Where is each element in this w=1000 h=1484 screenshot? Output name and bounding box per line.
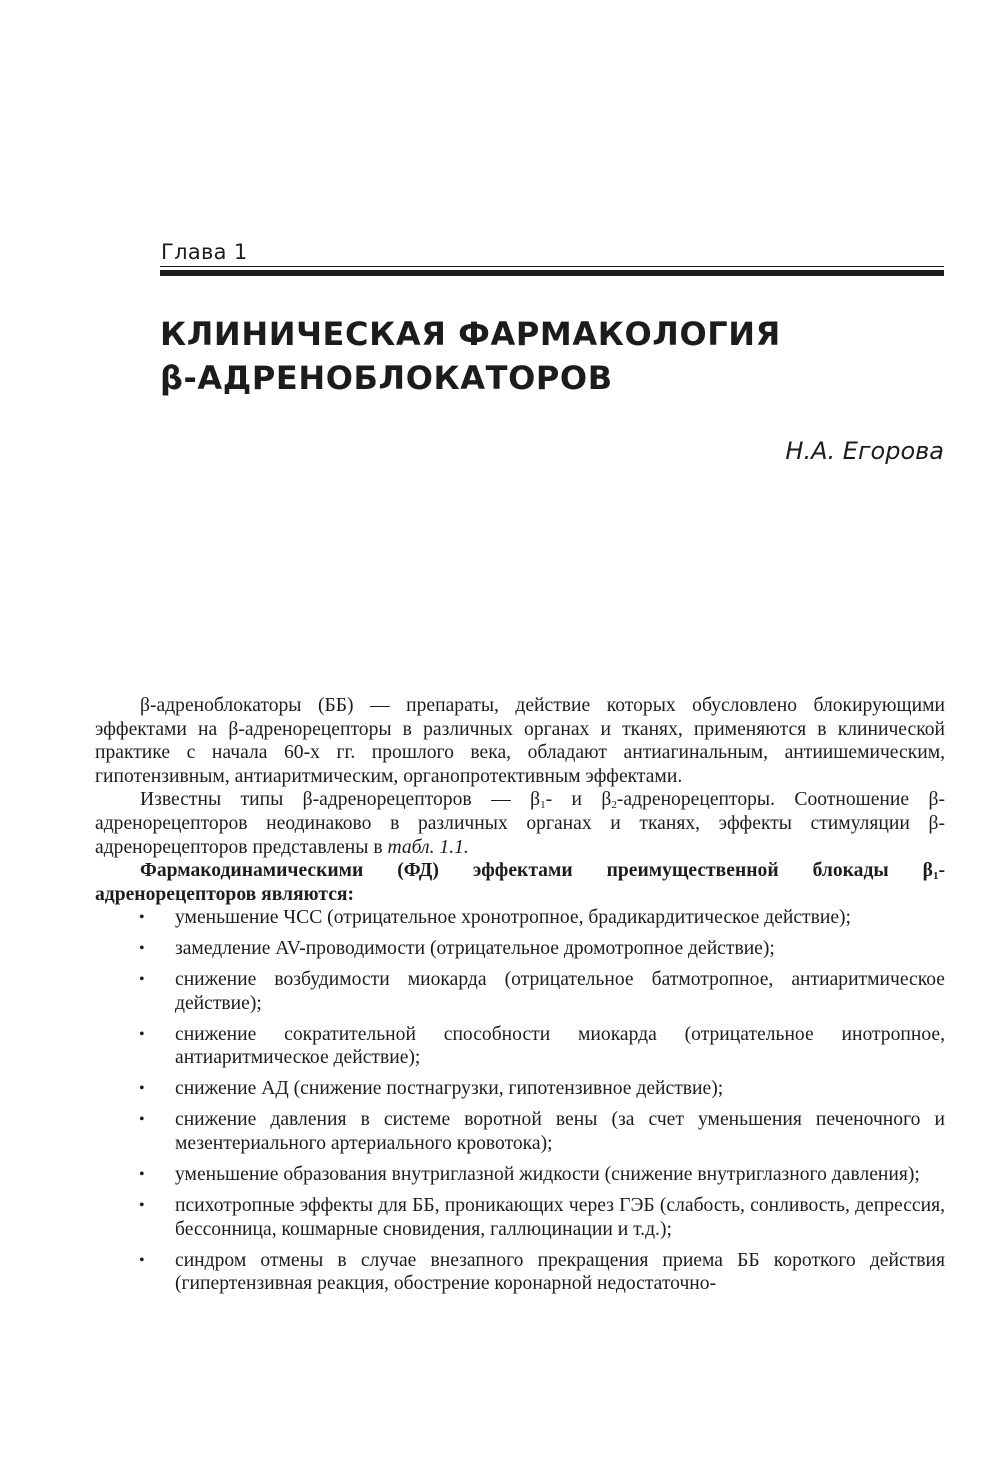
list-item-text: уменьшение образования внутриглазной жидкости (снижение внутриглазного давления); <box>175 1164 920 1186</box>
bullet-icon: • <box>139 1166 145 1184</box>
effects-heading-text-2: -адренорецепторов являются: <box>95 860 945 905</box>
effects-list <box>95 906 945 1295</box>
chapter-title-line-2: β-АДРЕНОБЛОКАТОРОВ <box>160 359 613 397</box>
paragraph-receptor-types-text-2: - и β <box>545 789 612 811</box>
list-item <box>95 1023 945 1070</box>
list-item-text: синдром отмены в случае внезапного прекращения приема ББ короткого действия (гипертензивная реакция, обострение коронарной недостаточно- <box>175 1249 945 1295</box>
list-item <box>95 937 945 961</box>
list-item-text: замедление AV-проводимости (отрицательное дромотропное действие); <box>175 938 775 960</box>
list-item <box>95 968 945 1015</box>
chapter-rule-thin <box>160 266 944 267</box>
body-text <box>95 694 945 1296</box>
list-item-text: снижение давления в системе воротной вены (за счет уменьшения печеночного и мезентериального артериального кровотока); <box>175 1109 945 1155</box>
bullet-icon: • <box>139 971 145 989</box>
effects-heading-text-1: Фармакодинамическими (ФД) эффектами преимущественной блокады β <box>140 860 933 882</box>
paragraph-receptor-types-text-1: Известны типы β-адренорецепторов — β <box>140 789 541 811</box>
bullet-icon: • <box>139 909 145 927</box>
list-item <box>95 1194 945 1241</box>
bullet-icon: • <box>139 1197 145 1215</box>
subscript-2: 2 <box>611 799 617 812</box>
subscript-heading: 1 <box>932 870 939 883</box>
chapter-title-line-1: КЛИНИЧЕСКАЯ ФАРМАКОЛОГИЯ <box>160 315 781 353</box>
subscript-1: 1 <box>540 799 546 812</box>
paragraph-receptor-types-text-3: -адренорецепторы. Соотношение β-адренорецепторов неодинаково в различных органах и тканях, эффекты стимуляции β-адренорецепторов представлены в <box>95 789 945 858</box>
list-item-text: снижение возбудимости миокарда (отрицательное батмотропное, антиаритмическое действие); <box>175 969 945 1014</box>
paragraph-effects-heading <box>95 859 945 906</box>
chapter-rule-thick <box>160 270 944 276</box>
list-item <box>95 1249 945 1296</box>
list-item <box>95 1108 945 1155</box>
bullet-icon: • <box>139 1111 145 1129</box>
paragraph-receptor-types <box>95 788 945 859</box>
list-item-text: уменьшение ЧСС (отрицательное хронотропное, брадикардитическое действие); <box>175 907 851 929</box>
table-reference: табл. 1.1. <box>387 836 469 858</box>
chapter-label: Глава 1 <box>161 240 248 264</box>
bullet-icon: • <box>139 940 145 958</box>
bullet-icon: • <box>139 1251 145 1269</box>
list-item-text: снижение АД (снижение постнагрузки, гипотензивное действие); <box>175 1078 724 1100</box>
list-item <box>95 906 945 930</box>
paragraph-intro: β-адреноблокаторы (ББ) — препараты, действие которых обусловлено блокирующими эффектами на β-адренорецепторы в различных органах и тканях, применяются в клинической практике с начала 60-х гг. прошлого века, обладают антиагинальным, антиишемическим, гипотензивным, антиаритмическим, органопротективным эффектами. <box>95 695 945 787</box>
list-item <box>95 1077 945 1101</box>
list-item-text: психотропные эффекты для ББ, проникающих через ГЭБ (слабость, сонливость, депрессия, бессонница, кошмарные сновидения, галлюцинации и т.д.); <box>175 1195 945 1240</box>
bullet-icon: • <box>139 1025 145 1043</box>
list-item <box>95 1163 945 1187</box>
bullet-icon: • <box>139 1080 145 1098</box>
author-name: Н.А. Егорова <box>785 437 944 465</box>
chapter-title <box>160 312 781 400</box>
list-item-text: снижение сократительной способности миокарда (отрицательное инотропное, антиаритмическое действие); <box>175 1023 945 1069</box>
